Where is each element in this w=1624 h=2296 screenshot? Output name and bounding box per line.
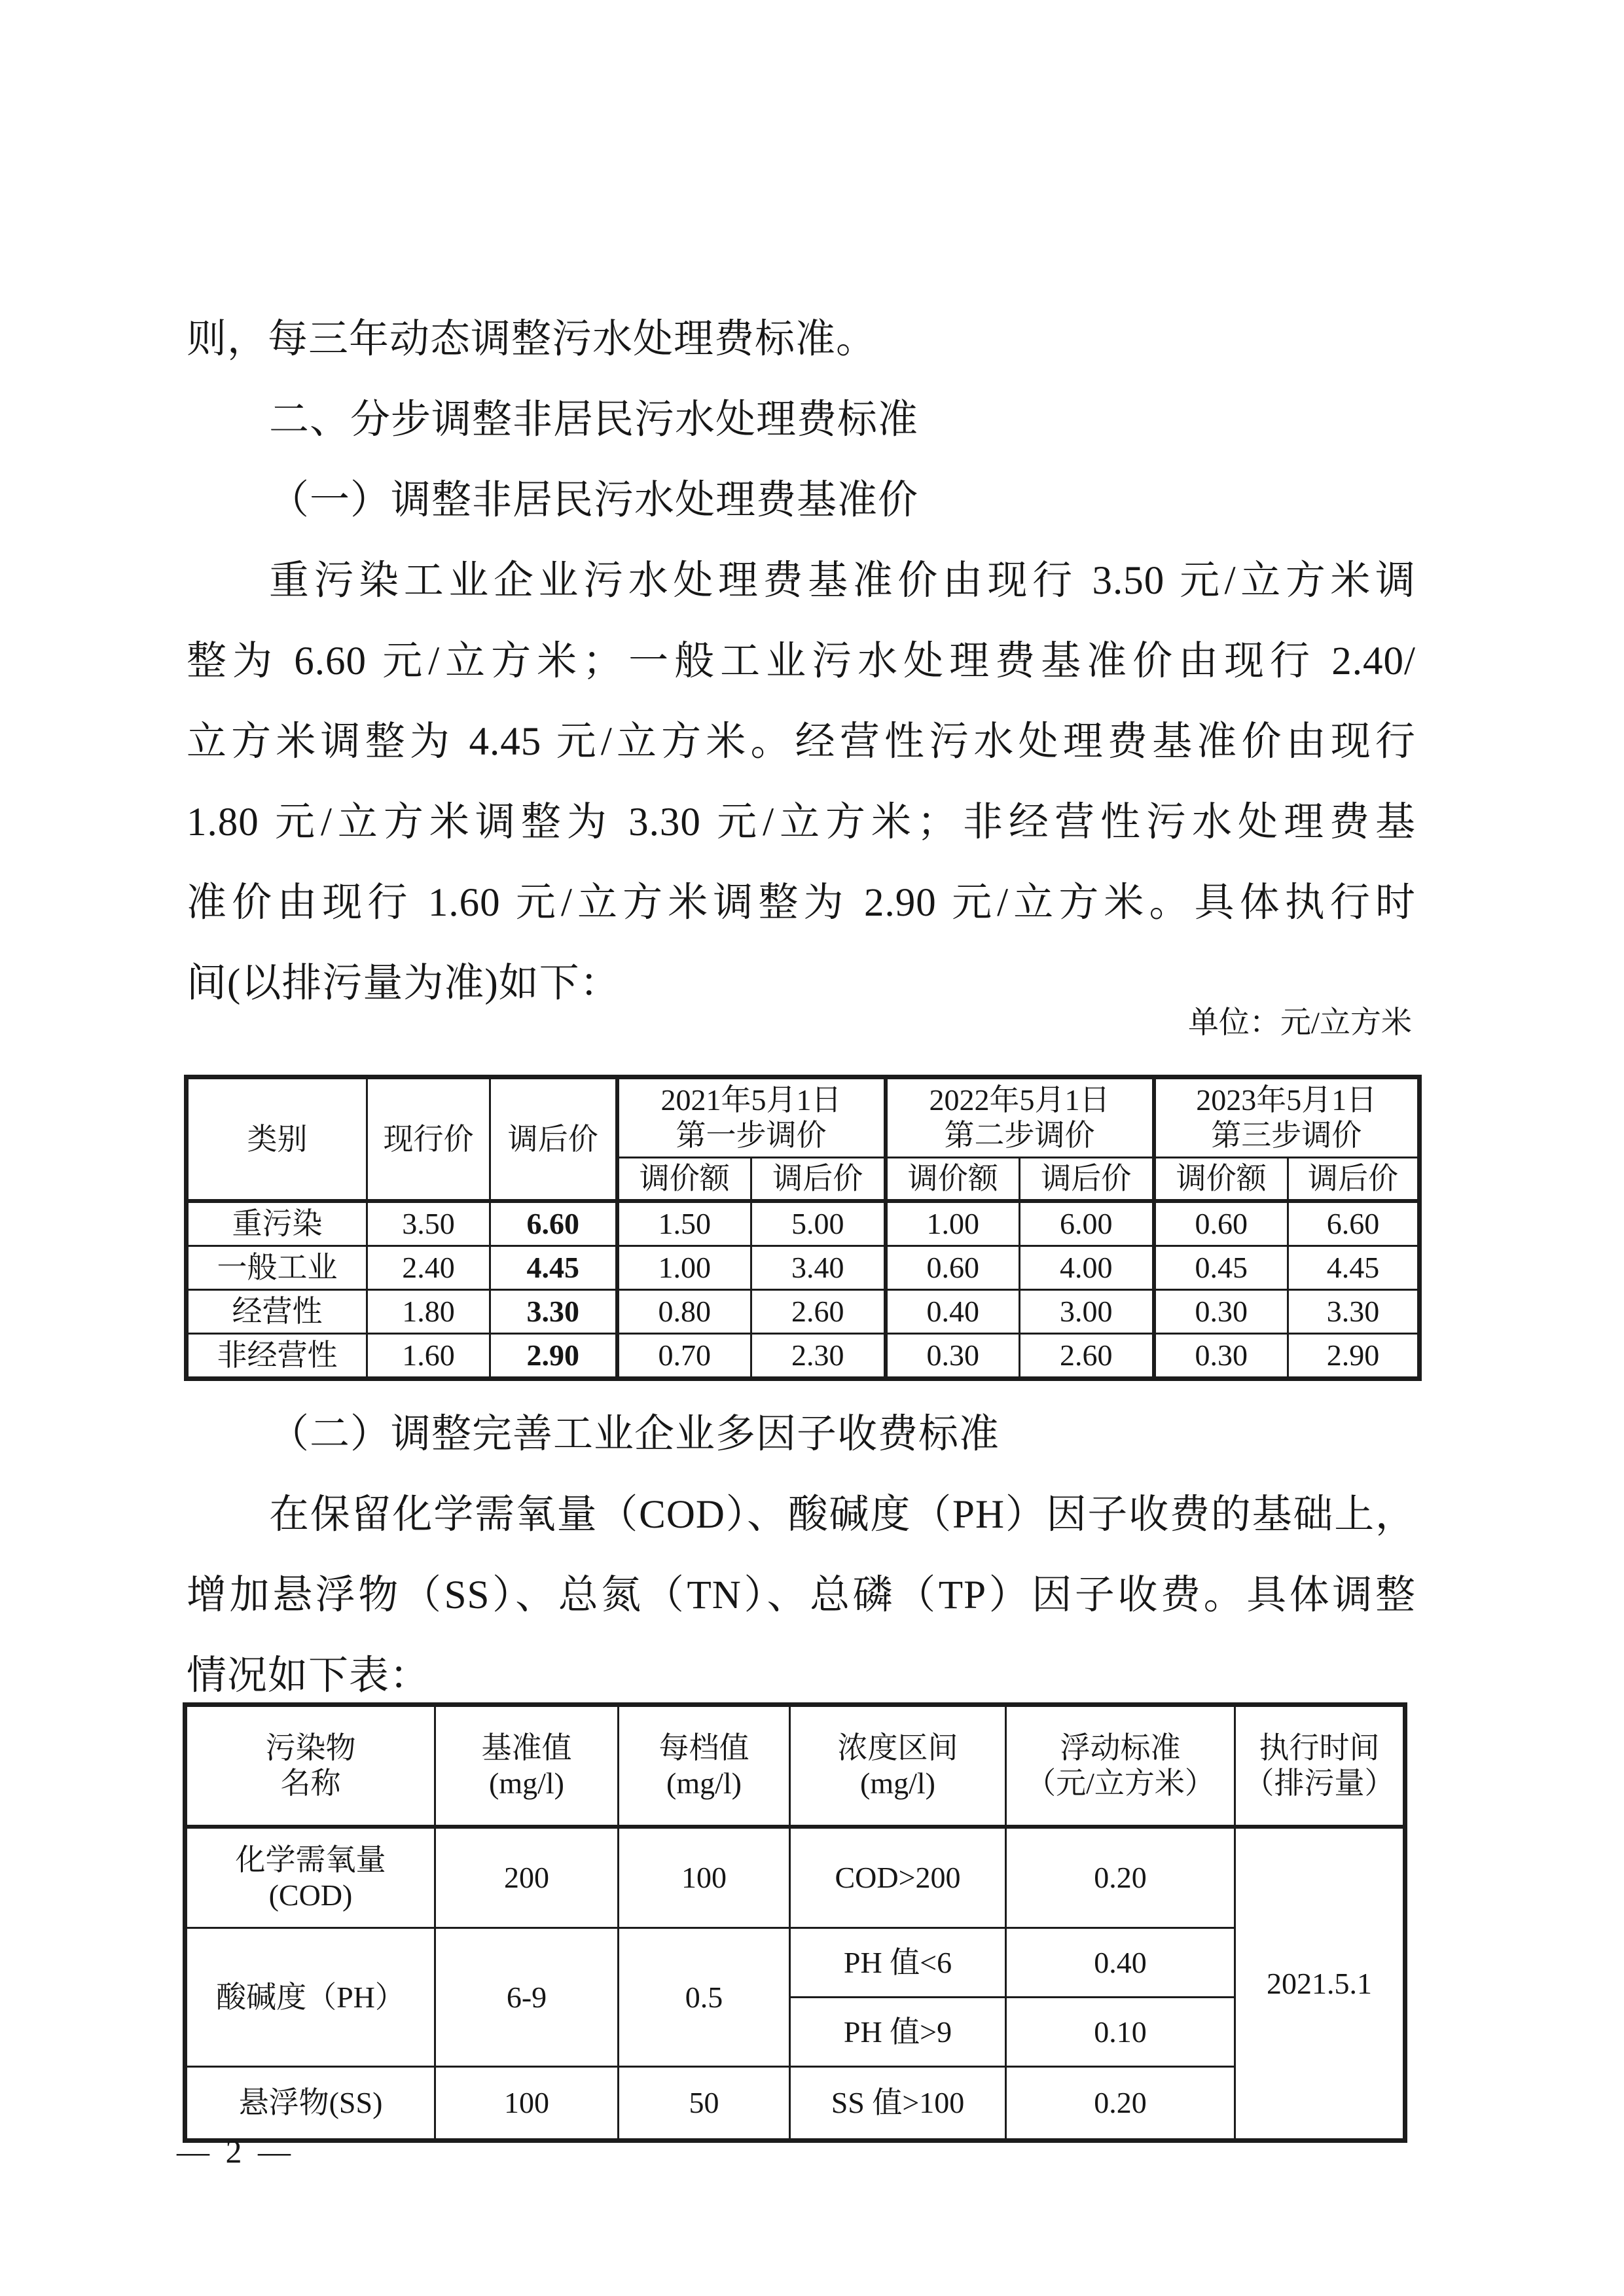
cell-s1-price: 3.40 (751, 1246, 886, 1290)
cell-cod-tier: 100 (619, 1827, 790, 1928)
table-row (187, 1290, 1420, 1334)
body-line: 增加悬浮物（SS）、总氮（TN）、总磷（TP）因子收费。具体调整 (187, 1573, 1416, 1617)
cell-s1-amount: 1.00 (617, 1246, 751, 1290)
cell-s3-amount: 0.30 (1154, 1334, 1288, 1379)
th-concentration-range-l2: (mg/l) (860, 1767, 935, 1800)
th-pollutant-name (185, 1705, 435, 1827)
body-line: 情况如下表： (187, 1654, 431, 1698)
body-paragraph-2 (187, 1394, 1416, 1716)
th-step1-label: 第一步调价 (676, 1119, 827, 1152)
th-float-standard (1006, 1705, 1235, 1827)
cell-adjusted: 6.60 (490, 1201, 617, 1246)
cell-category: 重污染 (187, 1201, 367, 1246)
body-line: 则，每三年动态调整污水处理费标准。 (187, 317, 877, 361)
body-line: 1.80 元/立方米调整为 3.30 元/立方米；非经营性污水处理费基 (187, 800, 1416, 844)
cell-s3-price: 6.60 (1288, 1201, 1420, 1246)
th-step3-label: 第三步调价 (1211, 1119, 1362, 1152)
th-step2 (886, 1077, 1154, 1158)
cell-category: 一般工业 (187, 1246, 367, 1290)
th-step3-price: 调后价 (1288, 1158, 1420, 1202)
th-step2-label: 第二步调价 (944, 1119, 1095, 1152)
th-step1 (617, 1077, 886, 1158)
th-step3-amount: 调价额 (1154, 1158, 1288, 1202)
cell-current: 1.80 (367, 1290, 490, 1334)
cell-ss-tier: 50 (619, 2067, 790, 2141)
cell-pollutant-cod-l1: 化学需氧量 (235, 1843, 386, 1876)
cell-ph-high-range: PH 值>9 (790, 1998, 1006, 2067)
cell-cod-base: 200 (435, 1827, 619, 1928)
table-row (187, 1246, 1420, 1290)
cell-ph-base: 6-9 (435, 1928, 619, 2067)
cell-s3-amount: 0.60 (1154, 1201, 1288, 1246)
cell-exec-time: 2021.5.1 (1235, 1827, 1405, 2141)
cell-ph-high-float: 0.10 (1006, 1998, 1235, 2067)
pollutant-factor-table (183, 1702, 1407, 2143)
cell-s1-price: 5.00 (751, 1201, 886, 1246)
cell-ph-tier: 0.5 (619, 1928, 790, 2067)
body-paragraph-1 (187, 299, 1416, 1024)
heading-section-2-1: （一）调整非居民污水处理费基准价 (269, 478, 919, 522)
page-number: — 2 — (177, 2133, 295, 2170)
th-pollutant-name-l1: 污染物 (265, 1731, 356, 1765)
cell-s2-price: 6.00 (1020, 1201, 1154, 1246)
th-step1-date: 2021年5月1日 (660, 1083, 842, 1117)
cell-s2-price: 2.60 (1020, 1334, 1154, 1379)
cell-s2-amount: 0.30 (886, 1334, 1020, 1379)
cell-adjusted: 4.45 (490, 1246, 617, 1290)
th-base-value-l1: 基准值 (481, 1731, 572, 1765)
th-concentration-range (790, 1705, 1006, 1827)
cell-category: 经营性 (187, 1290, 367, 1334)
th-concentration-range-l1: 浓度区间 (837, 1731, 958, 1765)
price-adjustment-table (184, 1075, 1422, 1381)
body-line: 间(以排污量为准)如下： (187, 961, 621, 1005)
body-line: 重污染工业企业污水处理费基准价由现行 3.50 元/立方米调 (269, 559, 1416, 603)
cell-adjusted: 3.30 (490, 1290, 617, 1334)
th-base-value-l2: (mg/l) (489, 1767, 564, 1800)
cell-s1-amount: 0.70 (617, 1334, 751, 1379)
cell-s3-price: 4.45 (1288, 1246, 1420, 1290)
cell-s2-amount: 1.00 (886, 1201, 1020, 1246)
th-step1-price: 调后价 (751, 1158, 886, 1202)
cell-ss-range: SS 值>100 (790, 2067, 1006, 2141)
th-current-price: 现行价 (367, 1077, 490, 1202)
th-exec-time-l2: （排污量） (1244, 1767, 1395, 1800)
cell-current: 2.40 (367, 1246, 490, 1290)
heading-section-2: 二、分步调整非居民污水处理费标准 (269, 398, 919, 442)
body-line: 在保留化学需氧量（COD）、酸碱度（PH）因子收费的基础上， (269, 1493, 1416, 1537)
th-step2-date: 2022年5月1日 (929, 1083, 1110, 1117)
th-tier-value (619, 1705, 790, 1827)
cell-ss-base: 100 (435, 2067, 619, 2141)
cell-s1-amount: 1.50 (617, 1201, 751, 1246)
cell-cod-float: 0.20 (1006, 1827, 1235, 1928)
cell-s3-amount: 0.30 (1154, 1290, 1288, 1334)
cell-s2-price: 3.00 (1020, 1290, 1154, 1334)
th-step2-amount: 调价额 (886, 1158, 1020, 1202)
table-row-cod (185, 1827, 1405, 1928)
th-tier-value-l2: (mg/l) (666, 1767, 742, 1800)
body-line: 整为 6.60 元/立方米；一般工业污水处理费基准价由现行 2.40/ (187, 639, 1416, 683)
body-line: 立方米调整为 4.45 元/立方米。经营性污水处理费基准价由现行 (187, 720, 1416, 764)
th-adjusted-price: 调后价 (490, 1077, 617, 1202)
table-row (187, 1334, 1420, 1379)
table-unit-note: 单位：元/立方米 (1187, 1006, 1412, 1040)
cell-s3-price: 2.90 (1288, 1334, 1420, 1379)
cell-s1-price: 2.60 (751, 1290, 886, 1334)
table-row-ph-low (185, 1928, 1405, 1998)
cell-s2-amount: 0.60 (886, 1246, 1020, 1290)
th-exec-time (1235, 1705, 1405, 1827)
cell-adjusted: 2.90 (490, 1334, 617, 1379)
cell-current: 3.50 (367, 1201, 490, 1246)
cell-s1-amount: 0.80 (617, 1290, 751, 1334)
th-pollutant-name-l2: 名称 (280, 1767, 341, 1800)
body-line: 准价由现行 1.60 元/立方米调整为 2.90 元/立方米。具体执行时 (187, 881, 1416, 925)
cell-ss-float: 0.20 (1006, 2067, 1235, 2141)
th-exec-time-l1: 执行时间 (1259, 1731, 1380, 1765)
cell-s2-amount: 0.40 (886, 1290, 1020, 1334)
cell-pollutant-ph: 酸碱度（PH） (185, 1928, 435, 2067)
th-tier-value-l1: 每档值 (659, 1731, 749, 1765)
th-step2-price: 调后价 (1020, 1158, 1154, 1202)
cell-pollutant-cod (185, 1827, 435, 1928)
cell-s3-amount: 0.45 (1154, 1246, 1288, 1290)
cell-s1-price: 2.30 (751, 1334, 886, 1379)
cell-category: 非经营性 (187, 1334, 367, 1379)
th-step3-date: 2023年5月1日 (1196, 1083, 1377, 1117)
th-float-standard-l2: （元/立方米） (1026, 1767, 1215, 1800)
th-base-value (435, 1705, 619, 1827)
th-category: 类别 (187, 1077, 367, 1202)
cell-s3-price: 3.30 (1288, 1290, 1420, 1334)
th-step1-amount: 调价额 (617, 1158, 751, 1202)
cell-cod-range: COD>200 (790, 1827, 1006, 1928)
cell-s2-price: 4.00 (1020, 1246, 1154, 1290)
cell-pollutant-cod-l2: (COD) (268, 1878, 353, 1912)
cell-ph-low-range: PH 值<6 (790, 1928, 1006, 1998)
cell-pollutant-ss: 悬浮物(SS) (185, 2067, 435, 2141)
cell-current: 1.60 (367, 1334, 490, 1379)
table-row (187, 1201, 1420, 1246)
th-float-standard-l1: 浮动标准 (1060, 1731, 1181, 1765)
th-step3 (1154, 1077, 1420, 1158)
heading-section-2-2: （二）调整完善工业企业多因子收费标准 (269, 1412, 1000, 1456)
table-row-ss (185, 2067, 1405, 2141)
cell-ph-low-float: 0.40 (1006, 1928, 1235, 1998)
